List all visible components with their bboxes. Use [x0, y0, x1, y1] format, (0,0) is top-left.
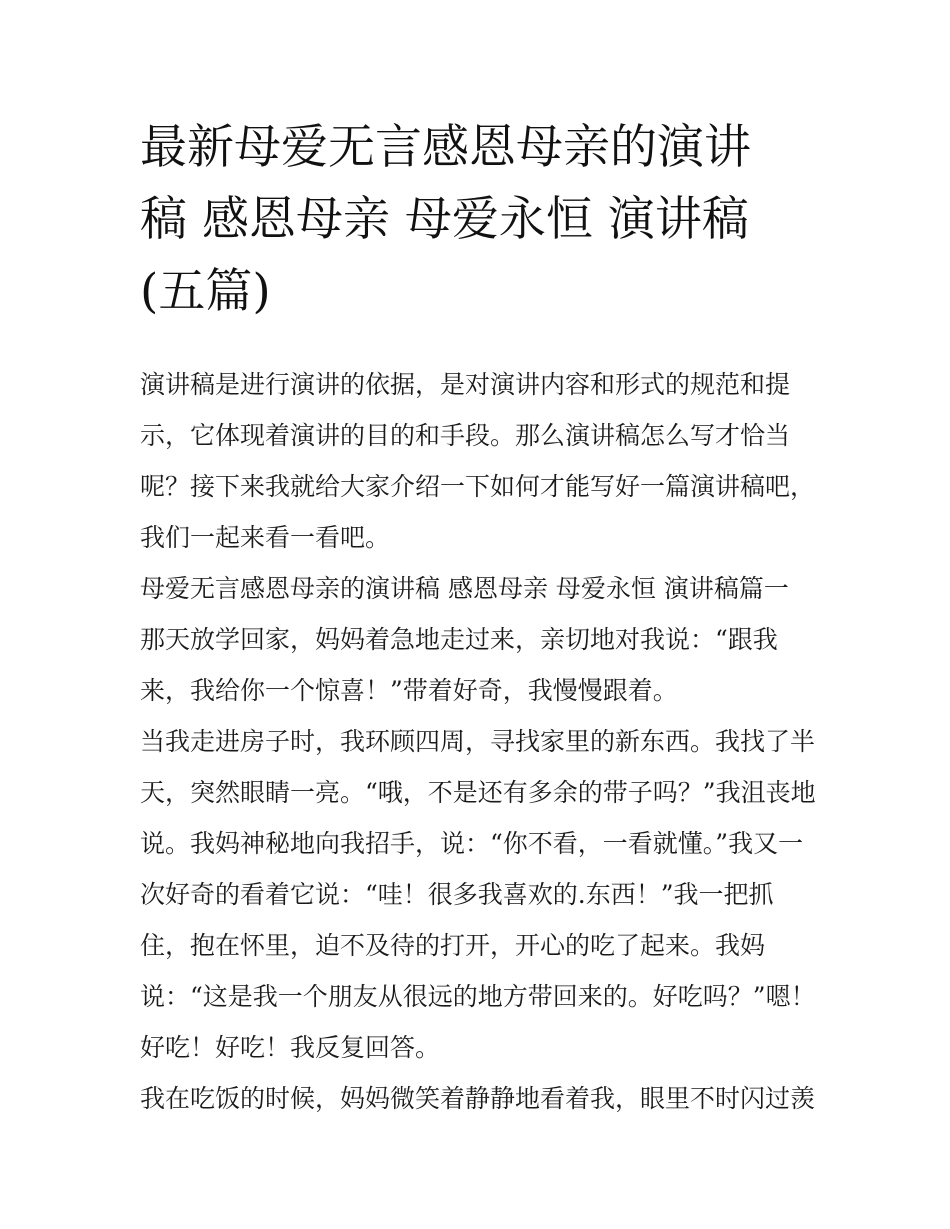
section-heading: 母爱无言感恩母亲的演讲稿 感恩母亲 母爱永恒 演讲稿篇一 [140, 574, 789, 603]
body-line: 当我走进房子时，我环顾四周，寻找家里的新东西。我找了半 [140, 727, 816, 756]
body-line: 好吃！好吃！我反复回答。 [140, 1033, 441, 1062]
body-line: 说：“这是我一个朋友从很远的地方带回来的。好吃吗？”嗯！ [140, 982, 816, 1011]
body-line: 我们一起来看一看吧。 [140, 523, 391, 552]
body-line: 我在吃饭的时候，妈妈微笑着静静地看着我，眼里不时闪过羡 [140, 1084, 816, 1113]
body-line: 演讲稿是进行演讲的依据，是对演讲内容和形式的规范和提 [140, 370, 791, 399]
body-line: 说。我妈神秘地向我招手，说：“你不看，一看就懂。”我又一 [140, 829, 804, 858]
body-line: 住，抱在怀里，迫不及待的打开，开心的吃了起来。我妈 [140, 931, 766, 960]
body-line: 呢？接下来我就给大家介绍一下如何才能写好一篇演讲稿吧， [140, 472, 816, 501]
body-line: 那天放学回家，妈妈着急地走过来，亲切地对我说：“跟我 [140, 625, 778, 654]
title-line: 最新母爱无言感恩母亲的演讲 [140, 120, 751, 175]
body-line: 天，突然眼睛一亮。“哦，不是还有多余的带子吗？”我沮丧地 [140, 778, 816, 807]
body-line: 次好奇的看着它说：“哇！很多我喜欢的.东西！”我一把抓 [140, 880, 774, 909]
document-title [140, 112, 840, 328]
body-line: 来，我给你一个惊喜！”带着好奇，我慢慢跟着。 [140, 676, 678, 705]
title-line: 稿 感恩母亲 母爱永恒 演讲稿 [140, 192, 749, 247]
document-body [140, 359, 840, 1124]
body-line: 示，它体现着演讲的目的和手段。那么演讲稿怎么写才恰当 [140, 421, 791, 450]
title-line: (五篇) [140, 264, 271, 319]
